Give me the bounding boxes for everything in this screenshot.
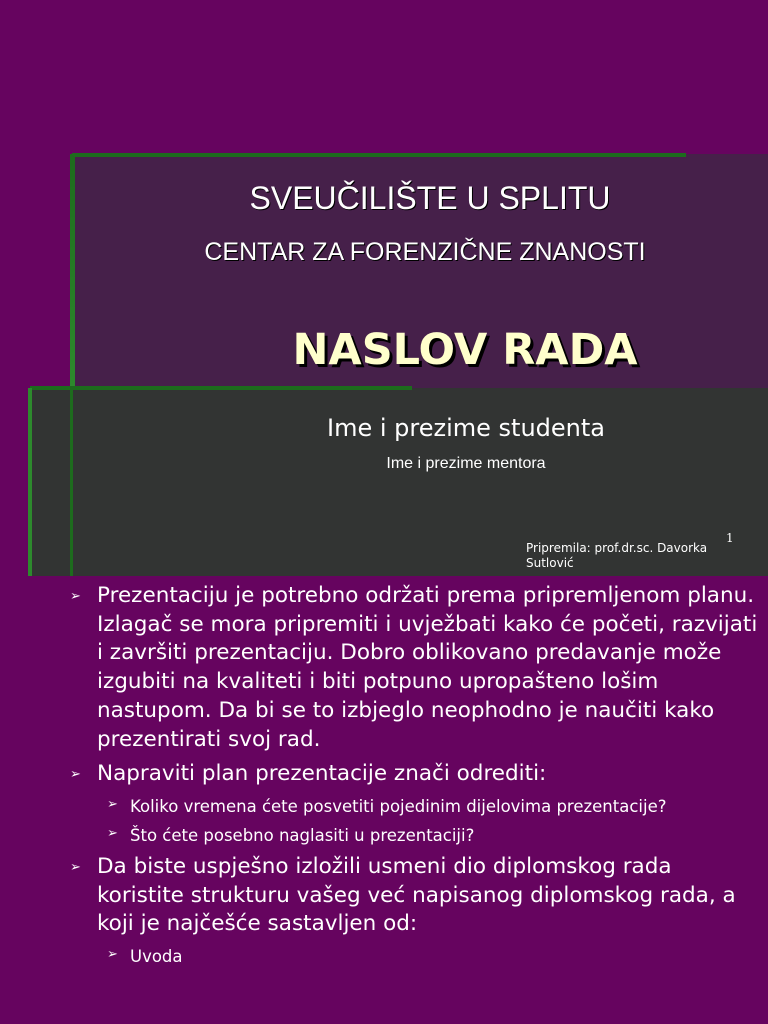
slide-footer: Pripremila: prof.dr.sc. Davorka Sutlović <box>526 541 708 570</box>
arrow-bullet-icon: ➢ <box>70 589 81 604</box>
bullet-text: Napraviti plan prezentacije znači odrediti: <box>97 761 547 787</box>
student-name: Ime i prezime studenta <box>327 414 605 442</box>
green-accent-line <box>72 153 686 157</box>
arrow-bullet-icon: ➢ <box>107 947 118 963</box>
slide-title: NASLOV RADA <box>292 325 638 375</box>
center-name: CENTAR ZA FORENZIČNE ZNANOSTI <box>204 238 646 266</box>
arrow-bullet-icon: ➢ <box>70 767 81 783</box>
page-number: 1 <box>726 531 734 545</box>
bullet-text: Što ćete posebno naglasiti u prezentaciji? <box>130 825 475 845</box>
arrow-bullet-icon: ➢ <box>107 796 118 812</box>
green-accent-line <box>30 386 412 390</box>
notes-list <box>70 582 760 974</box>
bullet-text: Uvoda <box>130 947 183 967</box>
sub-bullet-item <box>70 795 760 818</box>
mentor-name: Ime i prezime mentora <box>386 455 546 472</box>
bullet-item <box>70 760 760 789</box>
bullet-item <box>70 853 760 939</box>
university-name: SVEUČILIŠTE U SPLITU <box>249 180 611 216</box>
arrow-bullet-icon: ➢ <box>107 825 118 841</box>
bullet-text: Prezentaciju je potrebno održati prema pripremljenom planu. Izlagač se mora pripremiti i uvježbati kako će početi, razvijati i završiti prezentaciju. Dobro oblikovano predavanje može izgubiti na kvaliteti i biti potpuno upropašteno lošim nastupom. Da bi se to izbjeglo neophodno je naučiti kako prezentirati svoj rad. <box>97 583 758 752</box>
bullet-text: Koliko vremena ćete posvetiti pojedinim dijelovima prezentacije? <box>130 796 667 816</box>
green-accent-line <box>28 388 32 576</box>
bullet-text: Da biste uspješno izložili usmeni dio diplomskog rada koristite strukturu vašeg već napisanog diplomskog rada, a koji je najčešće sastavljen od: <box>97 853 736 937</box>
arrow-bullet-icon: ➢ <box>70 859 81 875</box>
green-accent-line <box>70 154 75 388</box>
sub-bullet-item <box>70 824 760 847</box>
bullet-item <box>70 582 760 754</box>
green-accent-line <box>70 388 73 576</box>
sub-bullet-item <box>70 945 760 968</box>
